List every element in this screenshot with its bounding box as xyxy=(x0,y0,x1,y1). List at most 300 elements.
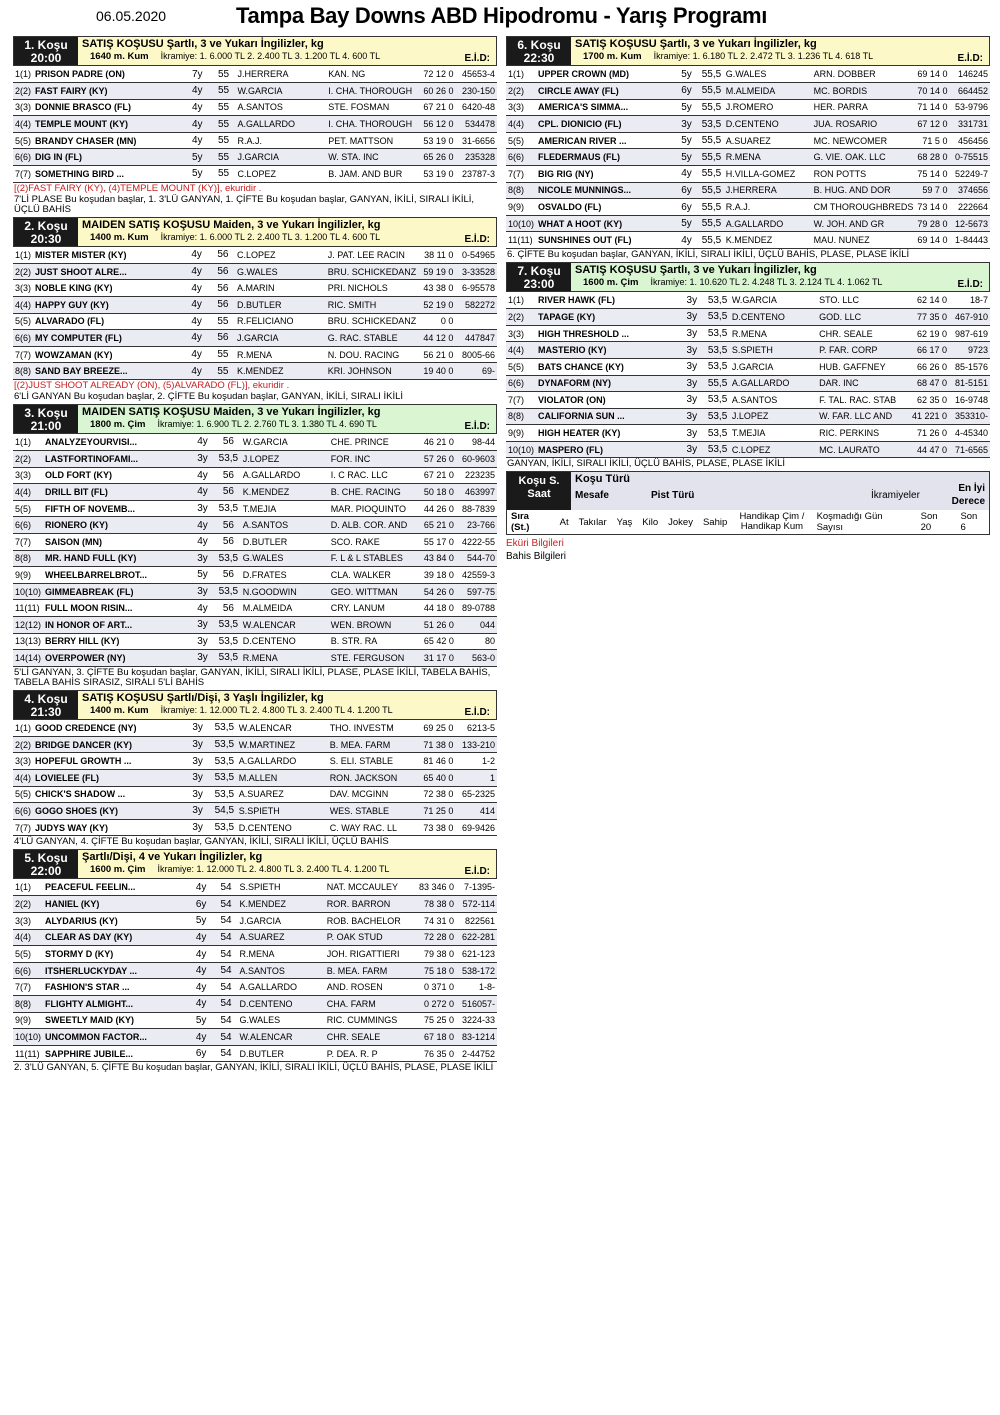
horse-weight: 53,5 xyxy=(705,441,730,458)
jockey-name: A.SANTOS xyxy=(730,392,817,409)
recent-results: 621-123 xyxy=(456,946,497,963)
horse-age: 4y xyxy=(182,280,211,297)
race-number-cell xyxy=(14,691,78,719)
jockey-name: A.SANTOS xyxy=(237,962,324,979)
horse-weight: 55,5 xyxy=(699,232,724,249)
form-figures: 43 84 0 xyxy=(422,550,456,567)
entry-row xyxy=(13,467,497,484)
recent-results: 12-5673 xyxy=(949,215,990,232)
horse-name: STORMY D (KY) xyxy=(43,946,188,963)
horse-name: SWEETLY MAID (KY) xyxy=(43,1012,188,1029)
horse-name: OSVALDO (FL) xyxy=(536,199,674,216)
form-figures: 75 25 0 xyxy=(417,1012,456,1029)
horse-weight: 54 xyxy=(215,879,238,896)
form-figures: 69 14 0 xyxy=(915,66,949,83)
left-column xyxy=(13,36,497,1075)
legend-column-label: Handikap Çim / Handikap Kum xyxy=(739,511,805,533)
recent-results: 133-210 xyxy=(455,736,497,753)
entry-number: 6(6) xyxy=(13,962,43,979)
recent-results: 98-44 xyxy=(456,434,497,451)
horse-weight: 56 xyxy=(216,567,241,584)
jockey-name: A.GALLARDO xyxy=(236,116,327,133)
owner-name: CRY. LANUM xyxy=(329,600,422,617)
horse-weight: 56 xyxy=(216,467,241,484)
horse-age: 5y xyxy=(674,132,699,149)
jockey-name: J.GARCIA xyxy=(236,149,327,166)
horse-name: BERRY HILL (KY) xyxy=(43,633,189,650)
entry-number: 1(1) xyxy=(13,66,33,83)
entry-row xyxy=(13,946,497,963)
horse-age: 4y xyxy=(189,517,216,534)
jockey-name: A.GALLARDO xyxy=(241,467,329,484)
horse-age: 5y xyxy=(188,913,215,930)
horse-weight: 53,5 xyxy=(212,736,237,753)
horse-name: CHICK'S SHADOW ... xyxy=(33,786,183,803)
owner-name: I. CHA. THOROUGH xyxy=(326,83,421,100)
horse-weight: 55 xyxy=(212,166,236,183)
horse-weight: 53,5 xyxy=(216,633,241,650)
horse-name: FASHION'S STAR ... xyxy=(43,979,188,996)
recent-results: 83-1214 xyxy=(456,1029,497,1046)
recent-results: 69-9426 xyxy=(455,819,497,836)
jockey-name: J.GARCIA xyxy=(235,330,326,347)
entry-number: 3(3) xyxy=(506,325,536,342)
jockey-name: S.SPIETH xyxy=(237,803,328,820)
form-figures: 59 19 0 xyxy=(421,263,455,280)
entry-number: 9(9) xyxy=(506,425,536,442)
form-figures: 65 40 0 xyxy=(421,770,455,787)
entry-row xyxy=(13,296,497,313)
form-figures: 56 12 0 xyxy=(421,116,455,133)
form-figures: 62 35 0 xyxy=(910,392,949,409)
horse-weight: 53,5 xyxy=(216,550,241,567)
entry-number: 3(3) xyxy=(13,913,43,930)
legend-box xyxy=(506,471,990,535)
jockey-name: W.GARCIA xyxy=(241,434,329,451)
form-figures: 72 38 0 xyxy=(421,786,455,803)
legend-column-label: Son 20 xyxy=(920,511,938,534)
entry-row xyxy=(13,979,497,996)
horse-name: DONNIE BRASCO (FL) xyxy=(33,99,183,116)
horse-age: 3y xyxy=(678,408,705,425)
entry-row xyxy=(506,66,990,83)
race-header xyxy=(13,849,497,879)
horse-weight: 55 xyxy=(212,83,236,100)
entry-row xyxy=(13,819,497,836)
owner-name: MAR. PIOQUINTO xyxy=(329,500,422,517)
horse-name: BIG RIG (NY) xyxy=(536,166,674,183)
form-figures: 66 17 0 xyxy=(910,342,949,359)
entry-number: 7(7) xyxy=(13,979,43,996)
owner-name: S. ELI. STABLE xyxy=(328,753,422,770)
entry-number: 8(8) xyxy=(506,408,536,425)
entry-row xyxy=(13,786,497,803)
entry-row xyxy=(506,408,990,425)
race-info xyxy=(78,37,496,65)
entry-row xyxy=(506,199,990,216)
entry-number: 3(3) xyxy=(13,753,33,770)
horse-name: FIFTH OF NOVEMB... xyxy=(43,500,189,517)
eid-label: E.İ.D: xyxy=(957,53,983,64)
horse-weight: 54 xyxy=(215,1045,238,1062)
form-figures: 0 272 0 xyxy=(417,996,456,1013)
entries-table xyxy=(13,66,497,183)
horse-weight: 53,5 xyxy=(216,616,241,633)
entry-number: 3(3) xyxy=(506,99,536,116)
horse-age: 3y xyxy=(189,500,216,517)
owner-name: B. MEA. FARM xyxy=(325,962,417,979)
owner-name: D. ALB. COR. AND xyxy=(329,517,422,534)
jockey-name: K.MENDEZ xyxy=(241,484,329,501)
horse-weight: 54,5 xyxy=(212,803,237,820)
entry-row xyxy=(13,99,497,116)
form-figures: 44 26 0 xyxy=(422,500,456,517)
owner-name: I. CHA. THOROUGH xyxy=(326,116,421,133)
entry-number: 9(9) xyxy=(13,1012,43,1029)
jockey-name: A.SANTOS xyxy=(236,99,327,116)
recent-results: 8005-66 xyxy=(455,346,497,363)
horse-name: DYNAFORM (NY) xyxy=(536,375,678,392)
jockey-name: J.LOPEZ xyxy=(241,451,329,468)
recent-results: 664452 xyxy=(949,83,990,100)
recent-results: 235328 xyxy=(455,149,497,166)
owner-name: FOR. INC xyxy=(329,451,422,468)
form-figures: 44 18 0 xyxy=(422,600,456,617)
owner-name: P. DEA. R. P xyxy=(325,1045,417,1062)
horse-weight: 53,5 xyxy=(212,819,237,836)
entry-number: 2(2) xyxy=(13,896,43,913)
owner-name: RON. JACKSON xyxy=(328,770,422,787)
horse-name: HANIEL (KY) xyxy=(43,896,188,913)
recent-results xyxy=(455,313,497,330)
legend-track-label: Pist Türü xyxy=(651,490,695,502)
horse-weight: 56 xyxy=(216,517,241,534)
race-number: 5. Koşu xyxy=(24,851,68,866)
recent-results: 80 xyxy=(456,633,497,650)
race-time: 23:00 xyxy=(523,277,555,292)
owner-name: G. RAC. STABLE xyxy=(326,330,422,347)
horse-name: GIMMEABREAK (FL) xyxy=(43,583,189,600)
owner-name: PRI. NICHOLS xyxy=(326,280,422,297)
race-distance: 1600 m. Çim xyxy=(90,864,146,876)
horse-name: DRILL BIT (FL) xyxy=(43,484,189,501)
jockey-name: G.WALES xyxy=(724,66,812,83)
horse-name: HAPPY GUY (KY) xyxy=(33,296,182,313)
horse-weight: 53,5 xyxy=(212,770,237,787)
recent-results: 597-75 xyxy=(456,583,497,600)
race-number-cell xyxy=(507,263,571,291)
entries-table xyxy=(506,66,990,249)
horse-weight: 54 xyxy=(215,962,238,979)
horse-name: NICOLE MUNNINGS... xyxy=(536,182,674,199)
legend-columns xyxy=(507,510,989,534)
owner-name: RIC. PERKINS xyxy=(817,425,910,442)
horse-name: OVERPOWER (NY) xyxy=(43,650,189,667)
recent-results: 71-6565 xyxy=(949,441,990,458)
owner-name: MC. LAURATO xyxy=(817,441,910,458)
recent-results: 353310- xyxy=(949,408,990,425)
entry-row xyxy=(13,247,497,264)
legend-column-label: Sıra (St.) xyxy=(511,511,530,534)
form-figures: 39 18 0 xyxy=(422,567,456,584)
race-prize: İkramiye: 1. 10.620 TL 2. 4.248 TL 3. 2.124 TL 4. 1.062 TL xyxy=(650,277,883,288)
horse-weight: 54 xyxy=(215,946,238,963)
entry-number: 5(5) xyxy=(13,500,43,517)
recent-results: 88-7839 xyxy=(456,500,497,517)
horse-age: 6y xyxy=(674,83,699,100)
race-number: 7. Koşu xyxy=(517,264,561,279)
recent-results: 52249-7 xyxy=(949,166,990,183)
form-figures: 0 371 0 xyxy=(417,979,456,996)
form-figures: 75 18 0 xyxy=(417,962,456,979)
owner-name: ROR. BARRON xyxy=(325,896,417,913)
entry-number: 11(11) xyxy=(13,600,43,617)
eid-label: E.İ.D: xyxy=(957,279,983,291)
form-figures: 67 18 0 xyxy=(417,1029,456,1046)
form-figures: 83 346 0 xyxy=(417,879,456,896)
horse-weight: 53,5 xyxy=(705,292,730,309)
horse-age: 3y xyxy=(189,550,216,567)
horse-weight: 54 xyxy=(215,913,238,930)
recent-results: 65-2325 xyxy=(455,786,497,803)
horse-weight: 55 xyxy=(212,149,236,166)
eid-label: E.İ.D: xyxy=(464,233,490,245)
entry-number: 8(8) xyxy=(13,996,43,1013)
horse-weight: 53,5 xyxy=(212,786,237,803)
right-column xyxy=(506,36,990,563)
horse-age: 7y xyxy=(183,66,211,83)
entry-row xyxy=(13,66,497,83)
horse-name: MY COMPUTER (FL) xyxy=(33,330,182,347)
owner-name: BRU. SCHICKEDANZ xyxy=(326,313,422,330)
horse-weight: 53,5 xyxy=(216,650,241,667)
jockey-name: A.SANTOS xyxy=(241,517,329,534)
legend-time-label: Saat xyxy=(527,488,551,501)
betting-note: 2. 3'LÜ GANYAN, 5. ÇİFTE Bu koşudan başlar, GANYAN, İKİLİ, SIRALI İKİLİ, ÜÇLÜ BAHİS, PLASE, PLASE İKİLİ xyxy=(14,1062,494,1074)
entry-row xyxy=(13,484,497,501)
horse-weight: 56 xyxy=(211,263,235,280)
form-figures: 54 26 0 xyxy=(422,583,456,600)
horse-age: 4y xyxy=(182,296,211,313)
form-figures: 53 19 0 xyxy=(421,166,455,183)
owner-name: STE. FOSMAN xyxy=(326,99,421,116)
jockey-name: A.GALLARDO xyxy=(237,753,328,770)
race-header xyxy=(13,690,497,720)
race-block xyxy=(13,404,497,688)
entry-number: 4(4) xyxy=(13,116,33,133)
recent-results: 544-70 xyxy=(456,550,497,567)
jockey-name: R.FELICIANO xyxy=(235,313,326,330)
horse-weight: 55 xyxy=(211,363,235,380)
jockey-name: J.GARCIA xyxy=(730,358,817,375)
form-figures: 67 21 0 xyxy=(422,467,456,484)
owner-name: PET. MATTSON xyxy=(326,132,421,149)
horse-age: 3y xyxy=(183,803,212,820)
form-figures: 79 38 0 xyxy=(417,946,456,963)
jockey-name: S.SPIETH xyxy=(730,342,817,359)
horse-age: 4y xyxy=(189,600,216,617)
betting-note: 6'Lİ GANYAN Bu koşudan başlar, 2. ÇİFTE Bu koşudan başlar, GANYAN, İKİLİ, SIRALI İKİLİ xyxy=(14,390,404,402)
horse-name: FAST FAIRY (KY) xyxy=(33,83,183,100)
legend-type-label: Koşu Türü xyxy=(575,473,630,486)
horse-name: AMERICA'S SIMMA... xyxy=(536,99,674,116)
entries-table xyxy=(13,879,497,1062)
entry-row xyxy=(506,132,990,149)
entry-row xyxy=(13,346,497,363)
horse-name: OLD FORT (KY) xyxy=(43,467,189,484)
jockey-name: G.WALES xyxy=(237,1012,324,1029)
race-header xyxy=(506,262,990,292)
jockey-name: W.ALENCAR xyxy=(241,616,329,633)
horse-age: 3y xyxy=(189,633,216,650)
owner-name: CHA. FARM xyxy=(325,996,417,1013)
entry-number: 13(13) xyxy=(13,633,43,650)
owner-name: B. JAM. AND BUR xyxy=(326,166,421,183)
recent-results: 89-0788 xyxy=(456,600,497,617)
form-figures: 69 14 0 xyxy=(915,232,949,249)
owner-name: STO. LLC xyxy=(817,292,910,309)
horse-age: 5y xyxy=(183,149,211,166)
form-figures: 76 35 0 xyxy=(417,1045,456,1062)
form-figures: 68 28 0 xyxy=(915,149,949,166)
entry-number: 2(2) xyxy=(13,736,33,753)
form-figures: 38 11 0 xyxy=(421,247,455,264)
horse-age: 3y xyxy=(189,616,216,633)
horse-age: 4y xyxy=(183,83,211,100)
recent-results: 374656 xyxy=(949,182,990,199)
eid-label: E.İ.D: xyxy=(464,420,490,432)
race-distance: 1640 m. Kum xyxy=(90,51,149,62)
horse-weight: 54 xyxy=(215,1012,238,1029)
recent-results: 463997 xyxy=(456,484,497,501)
entry-number: 5(5) xyxy=(13,132,33,149)
race-time: 20:00 xyxy=(30,51,62,65)
form-figures: 77 35 0 xyxy=(910,309,949,326)
form-figures: 65 42 0 xyxy=(422,633,456,650)
horse-name: RIVER HAWK (FL) xyxy=(536,292,678,309)
horse-weight: 56 xyxy=(216,434,241,451)
horse-age: 3y xyxy=(183,819,212,836)
horse-age: 3y xyxy=(189,650,216,667)
jockey-name: R.MENA xyxy=(237,946,324,963)
eid-label: E.İ.D: xyxy=(464,866,490,878)
race-info xyxy=(571,263,989,291)
form-figures: 69 25 0 xyxy=(421,720,455,737)
horse-age: 3y xyxy=(678,292,705,309)
race-prize: İkramiye: 1. 6.900 TL 2. 2.760 TL 3. 1.380 TL 4. 690 TL xyxy=(157,418,377,429)
race-info xyxy=(78,405,496,433)
form-figures: 68 47 0 xyxy=(910,375,949,392)
horse-weight: 55,5 xyxy=(699,83,724,100)
recent-results: 6420-48 xyxy=(455,99,497,116)
horse-age: 5y xyxy=(674,215,699,232)
entry-row xyxy=(506,309,990,326)
recent-results: 987-619 xyxy=(949,325,990,342)
entry-row xyxy=(13,330,497,347)
horse-name: BRIDGE DANCER (KY) xyxy=(33,736,183,753)
form-figures: 46 21 0 xyxy=(422,434,456,451)
jockey-name: N.GOODWIN xyxy=(241,583,329,600)
horse-weight: 56 xyxy=(211,330,235,347)
owner-name: J. PAT. LEE RACIN xyxy=(326,247,422,264)
owner-name: P. OAK STUD xyxy=(325,929,417,946)
entry-row xyxy=(506,392,990,409)
horse-name: GOOD CREDENCE (NY) xyxy=(33,720,183,737)
legend-column-label: Yaş xyxy=(616,516,633,528)
jockey-name: D.CENTENO xyxy=(237,819,328,836)
form-figures: 71 25 0 xyxy=(421,803,455,820)
horse-weight: 56 xyxy=(211,280,235,297)
horse-name: ANALYZEYOURVISI... xyxy=(43,434,189,451)
entry-number: 1(1) xyxy=(13,720,33,737)
entry-number: 6(6) xyxy=(506,149,536,166)
owner-name: GEO. WITTMAN xyxy=(329,583,422,600)
legend-prize-label: İkramiyeler xyxy=(871,490,920,502)
race-header xyxy=(13,217,497,247)
owner-name: JOH. RIGATTIERI xyxy=(325,946,417,963)
jockey-name: A.GALLARDO xyxy=(724,215,812,232)
entry-row xyxy=(506,358,990,375)
horse-age: 3y xyxy=(678,342,705,359)
horse-name: SOMETHING BIRD ... xyxy=(33,166,183,183)
form-figures: 72 28 0 xyxy=(417,929,456,946)
entry-number: 4(4) xyxy=(13,484,43,501)
legend-race-label: Koşu S. xyxy=(518,475,560,488)
horse-weight: 55,5 xyxy=(699,66,724,83)
entry-row xyxy=(13,517,497,534)
race-distance: 1400 m. Kum xyxy=(90,231,149,243)
form-figures: 72 12 0 xyxy=(421,66,455,83)
horse-age: 3y xyxy=(678,375,705,392)
entry-number: 4(4) xyxy=(506,116,536,133)
owner-name: MC. NEWCOMER xyxy=(812,132,916,149)
horse-name: DIG IN (FL) xyxy=(33,149,183,166)
horse-age: 5y xyxy=(674,66,699,83)
horse-weight: 53,5 xyxy=(705,392,730,409)
form-figures: 60 26 0 xyxy=(421,83,455,100)
owner-name: B. CHE. RACING xyxy=(329,484,422,501)
entry-number: 7(7) xyxy=(13,819,33,836)
coupled-note: [(2)FAST FAIRY (KY), (4)TEMPLE MOUNT (KY)], ekuridir . xyxy=(14,182,262,194)
horse-age: 3y xyxy=(678,309,705,326)
owner-name: G. VIE. OAK. LLC xyxy=(812,149,916,166)
horse-name: WHAT A HOOT (KY) xyxy=(536,215,674,232)
entry-number: 10(10) xyxy=(506,215,536,232)
recent-results: 4222-55 xyxy=(456,533,497,550)
entry-row xyxy=(13,996,497,1013)
horse-weight: 55,5 xyxy=(699,215,724,232)
recent-results: 42559-3 xyxy=(456,567,497,584)
owner-name: DAR. INC xyxy=(817,375,910,392)
entry-row xyxy=(13,533,497,550)
recent-results: 2-44752 xyxy=(456,1045,497,1062)
horse-name: UPPER CROWN (MD) xyxy=(536,66,674,83)
horse-age: 4y xyxy=(674,232,699,249)
horse-weight: 53,5 xyxy=(216,583,241,600)
horse-name: SAISON (MN) xyxy=(43,533,189,550)
horse-age: 4y xyxy=(182,263,211,280)
horse-name: RIONERO (KY) xyxy=(43,517,189,534)
race-number-cell xyxy=(14,37,78,65)
owner-name: CM THOROUGHBREDS xyxy=(812,199,916,216)
race-header xyxy=(13,404,497,434)
form-figures: 41 221 0 xyxy=(910,408,949,425)
race-info xyxy=(571,37,989,65)
owner-name: MC. BORDIS xyxy=(812,83,916,100)
owner-name: B. STR. RA xyxy=(329,633,422,650)
entry-number: 8(8) xyxy=(506,182,536,199)
jockey-name: M.ALMEIDA xyxy=(724,83,812,100)
